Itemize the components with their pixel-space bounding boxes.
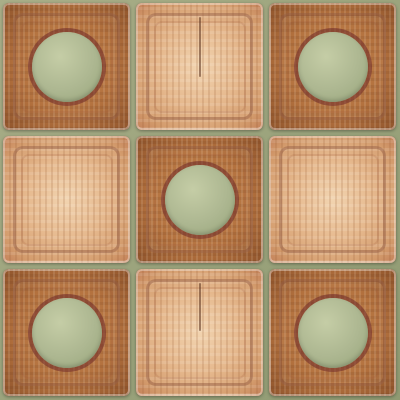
tile-2-2: [269, 269, 396, 396]
tile-1-1: [136, 136, 263, 263]
tile-2-1: [136, 269, 263, 396]
medallion-icon: [298, 298, 368, 368]
tile-mid: [287, 154, 379, 246]
tile-0-1: [136, 3, 263, 130]
tile-1-0: [3, 136, 130, 263]
tile-0-2: [269, 3, 396, 130]
medallion-icon: [32, 298, 102, 368]
medallion-icon: [32, 32, 102, 102]
tile-0-0: [3, 3, 130, 130]
medallion-icon: [165, 165, 235, 235]
crack-line: [199, 283, 201, 331]
tile-2-0: [3, 269, 130, 396]
tile-mid: [21, 154, 113, 246]
tile-1-2: [269, 136, 396, 263]
medallion-icon: [298, 32, 368, 102]
crack-line: [199, 17, 201, 77]
